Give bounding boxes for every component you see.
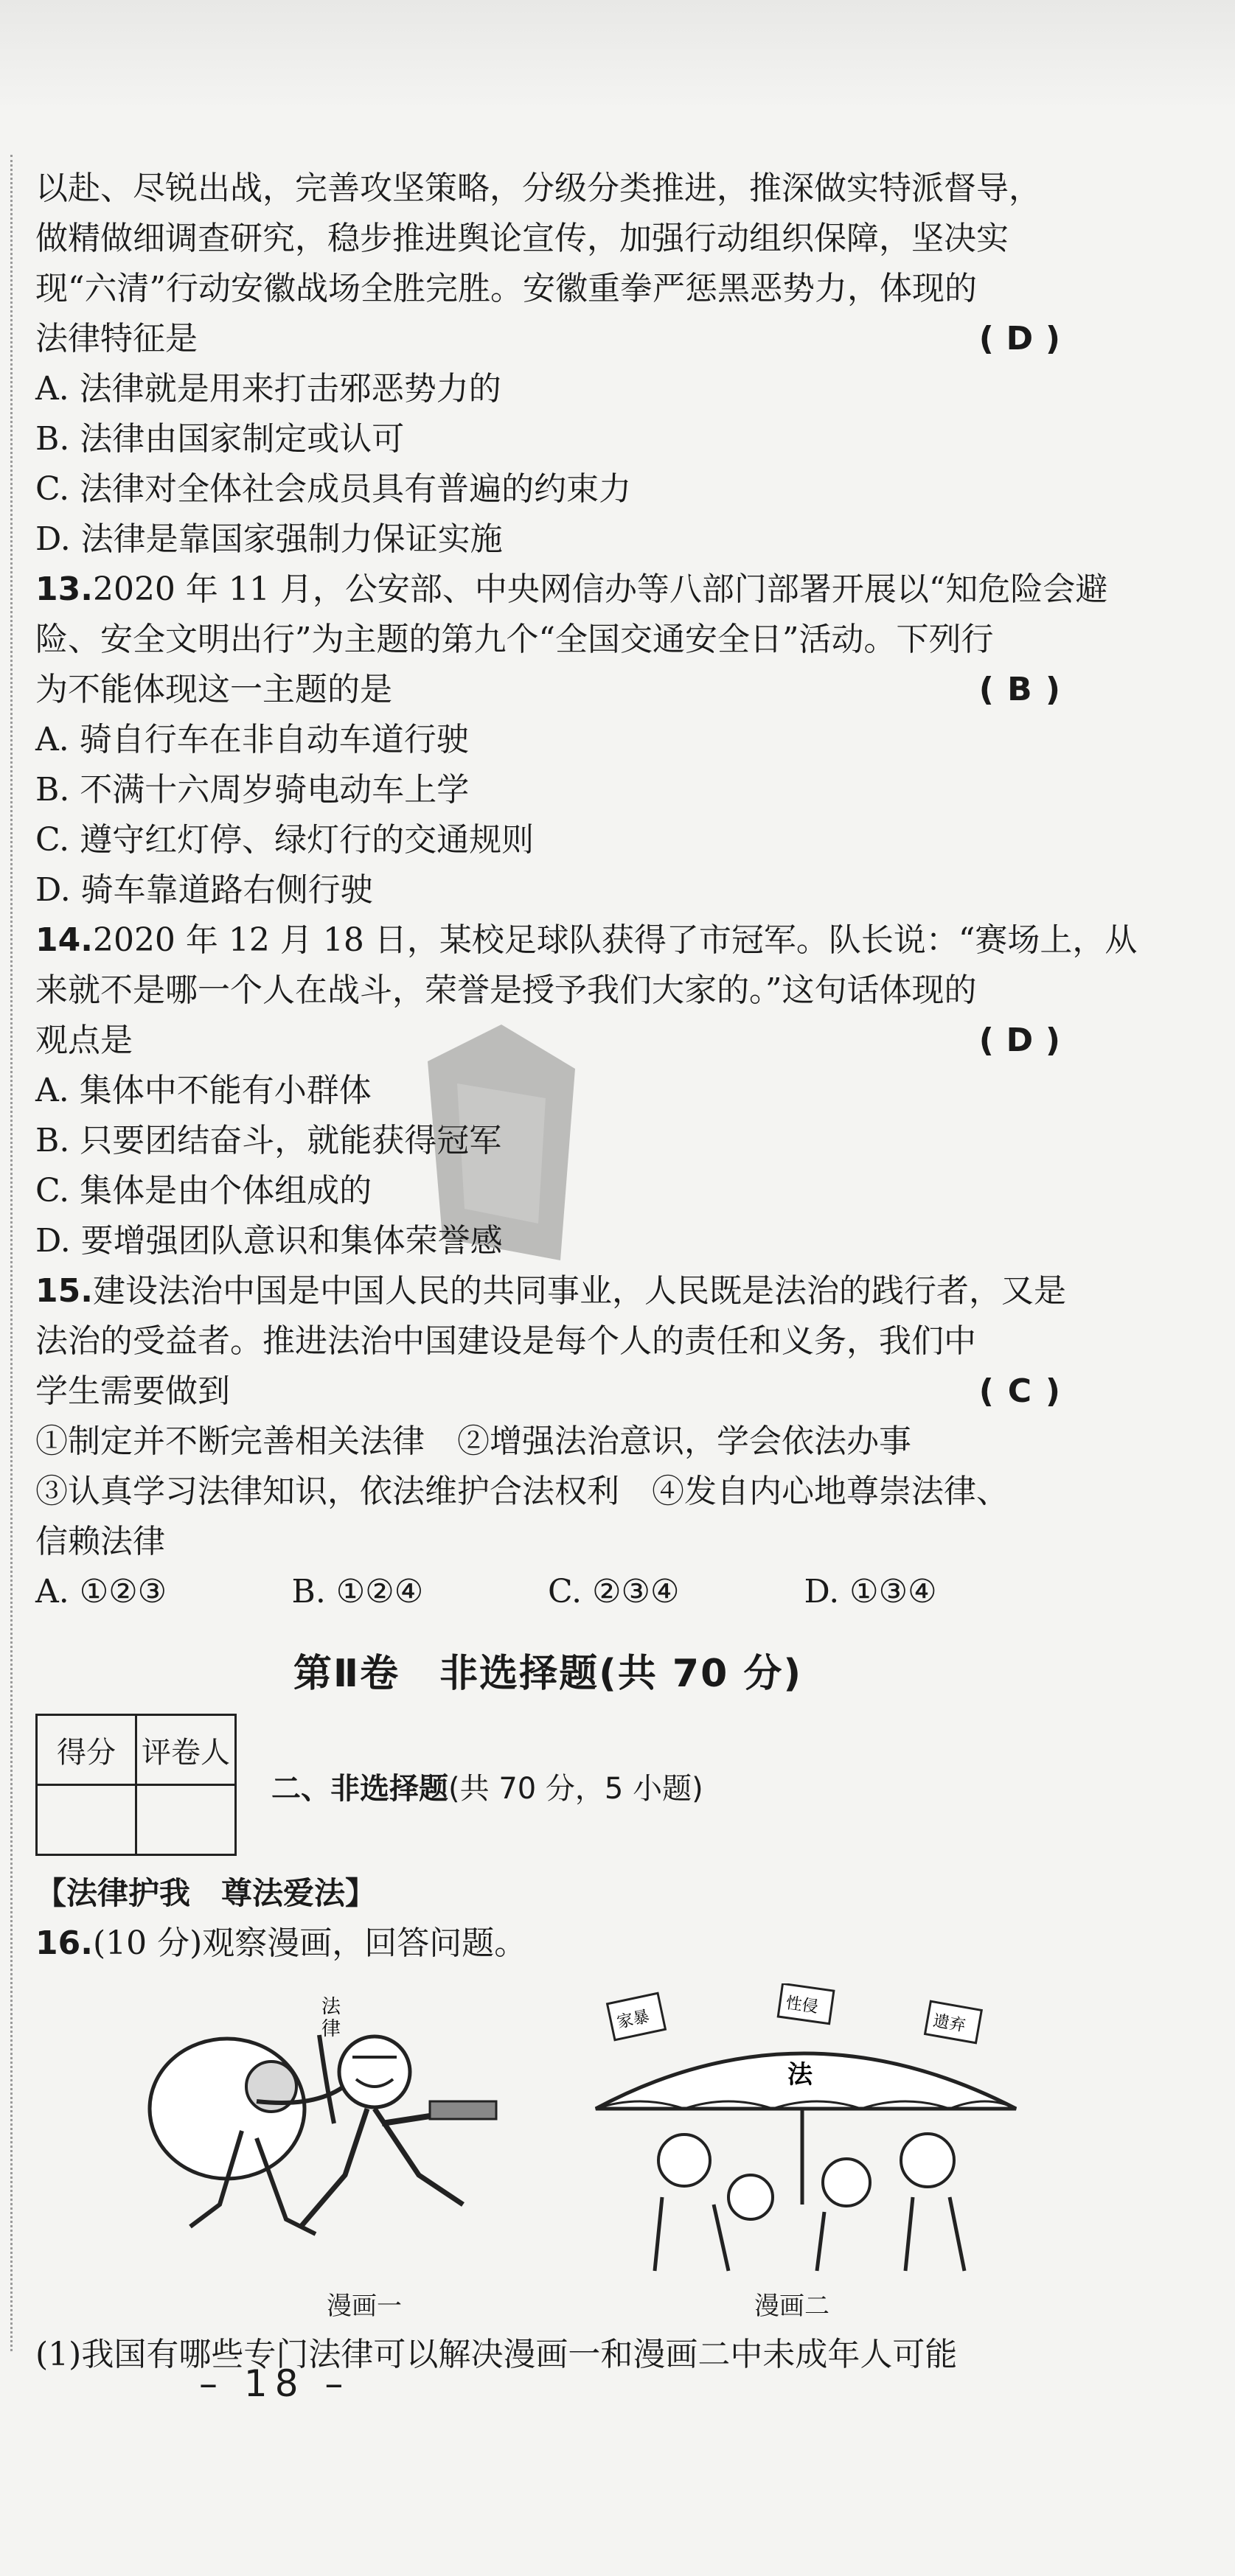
q14-option-b: B. 只要团结奋斗，就能获得冠军 (35, 1122, 502, 1159)
q15-stem: 建设法治中国是中国人民的共同事业，人民既是法治的践行者，又是 (92, 1272, 1066, 1310)
q15-answer (979, 1366, 1060, 1417)
main-content (35, 164, 1138, 2380)
q16-stem: (10 分)观察漫画，回答问题。 (92, 1924, 527, 1962)
part-title-note: (共 70 分，5 小题) (448, 1772, 703, 1806)
q15-line (35, 1266, 1066, 1316)
part-title (271, 1765, 703, 1807)
q14-line: 来就不是哪一个人在战斗，荣誉是授予我们大家的。”这句话体现的 (35, 971, 977, 1009)
cartoon-one-image (131, 1983, 515, 2278)
q16-line (35, 1919, 1060, 1969)
page-number: – 18 – (199, 2362, 351, 2405)
q12-line: 以赴、尽锐出战，完善攻坚策略，分级分类推进，推深做实特派督导， (35, 170, 1041, 207)
q12-answer-letter: D (1006, 320, 1034, 357)
question-12 (35, 164, 1060, 565)
q15-line: 法治的受益者。推进法治中国建设是每个人的责任和义务，我们中 (35, 1322, 976, 1360)
binding-margin-line (10, 155, 13, 2351)
q14-answer-letter: D (1006, 1022, 1034, 1059)
grader-cell (136, 1785, 236, 1855)
q13-number: 13. (35, 570, 93, 608)
answer-open-paren: ( (978, 671, 994, 708)
q15-option-b: B. ①②④ (291, 1573, 424, 1610)
cartoon-one-caption: 漫画一 (327, 2291, 402, 2321)
question-15 (35, 1266, 1066, 1617)
answer-close-paren: ) (1045, 1022, 1060, 1059)
scan-shadow (0, 0, 1235, 111)
q12-option-b: B. 法律由国家制定或认可 (35, 420, 405, 458)
q13-line (35, 565, 1108, 615)
cartoon-tag-1: 家暴 (615, 2007, 651, 2033)
cartoon-two-caption: 漫画二 (754, 2291, 829, 2321)
q15-answer-letter: C (1007, 1372, 1032, 1410)
q12-line: 现“六清”行动安徽战场全胜完胜。安徽重拳严惩黑恶势力，体现的 (35, 270, 977, 307)
question-16 (35, 1919, 1060, 2380)
q12-option-a: A. 法律就是用来打击邪恶势力的 (35, 370, 501, 408)
answer-open-paren: ( (978, 1022, 994, 1059)
q14-answer (979, 1016, 1060, 1066)
section-title: 第Ⅱ卷 非选择题(共 70 分) (293, 1652, 803, 1696)
q13-line: 险、安全文明出行”为主题的第九个“全国交通安全日”活动。下列行 (35, 621, 994, 658)
cartoon-tag-3: 遗弃 (931, 2011, 967, 2036)
q13-stem: 2020 年 11 月，公安部、中央网信办等八部门部署开展以“知危险会避 (92, 570, 1108, 608)
q13-option-c: C. 遵守红灯停、绿灯行的交通规则 (35, 821, 535, 859)
q16-number: 16. (35, 1924, 93, 1962)
cartoon-one-label-fa: 法 (321, 1996, 341, 2018)
q12-option-d: D. 法律是靠国家强制力保证实施 (35, 520, 503, 558)
q14-stem: 2020 年 12 月 18 日，某校足球队获得了市冠军。队长说：“赛场上，从 (92, 921, 1138, 959)
q15-option-d: D. ①③④ (804, 1573, 937, 1610)
question-13 (35, 565, 1108, 915)
answer-open-paren: ( (978, 1372, 994, 1410)
q13-line (35, 665, 1060, 715)
score-header: 得分 (37, 1715, 136, 1785)
topic-heading: 【法律护我 尊法爱法】 (35, 1875, 377, 1911)
q12-line (35, 314, 1060, 364)
q13-option-b: B. 不满十六周岁骑电动车上学 (35, 771, 470, 809)
q13-stem-end: 为不能体现这一主题的是 (35, 671, 392, 708)
q14-stem-end: 观点是 (35, 1022, 133, 1059)
score-cell (37, 1785, 136, 1855)
q13-option-a: A. 骑自行车在非自动车道行驶 (35, 721, 469, 758)
umbrella-label: 法 (787, 2060, 813, 2090)
q14-option-a: A. 集体中不能有小群体 (35, 1072, 372, 1109)
q15-item: ③认真学习法律知识，依法维护合法权利 ④发自内心地尊崇法律、 (35, 1473, 1009, 1510)
q15-options (35, 1567, 1060, 1617)
q14-line (35, 1016, 1060, 1066)
q14-number: 14. (35, 921, 93, 959)
answer-close-paren: ) (1045, 671, 1060, 708)
q14-option-d: D. 要增强团队意识和集体荣誉感 (35, 1222, 503, 1260)
q15-stem-end: 学生需要做到 (35, 1372, 230, 1410)
q13-answer-letter: B (1007, 671, 1032, 708)
q16-sub-question-1: (1)我国有哪些专门法律可以解决漫画一和漫画二中未成年人可能 (35, 2336, 958, 2373)
question-14 (35, 915, 1138, 1266)
cartoon-one-label-lu: 律 (321, 2018, 341, 2040)
answer-open-paren: ( (978, 320, 994, 357)
q15-item: ①制定并不断完善相关法律 ②增强法治意识，学会依法办事 (35, 1423, 911, 1460)
q15-number: 15. (35, 1272, 93, 1310)
grader-header: 评卷人 (136, 1715, 236, 1785)
q15-line (35, 1366, 1060, 1417)
q14-line (35, 915, 1138, 966)
q12-option-c: C. 法律对全体社会成员具有普遍的约束力 (35, 470, 632, 508)
q13-answer (979, 665, 1060, 715)
score-table (35, 1714, 237, 1856)
q14-option-c: C. 集体是由个体组成的 (35, 1172, 372, 1210)
cartoons (35, 1983, 1060, 2330)
part-title-text: 二、非选择题 (271, 1772, 448, 1806)
answer-close-paren: ) (1045, 1372, 1060, 1410)
q12-stem-end: 法律特征是 (35, 320, 198, 357)
cartoon-two-image (581, 1983, 1038, 2278)
q15-option-a: A. ①②③ (35, 1573, 167, 1610)
q12-answer (979, 314, 1060, 364)
score-box (35, 1714, 1060, 1861)
q12-line: 做精做细调查研究，稳步推进舆论宣传，加强行动组织保障，坚决实 (35, 220, 1009, 257)
q13-option-d: D. 骑车靠道路右侧行驶 (35, 871, 373, 909)
q15-option-c: C. ②③④ (548, 1573, 680, 1610)
cartoon-tag-2: 性侵 (785, 1994, 820, 2017)
answer-close-paren: ) (1045, 320, 1060, 357)
q15-item: 信赖法律 (35, 1523, 165, 1560)
